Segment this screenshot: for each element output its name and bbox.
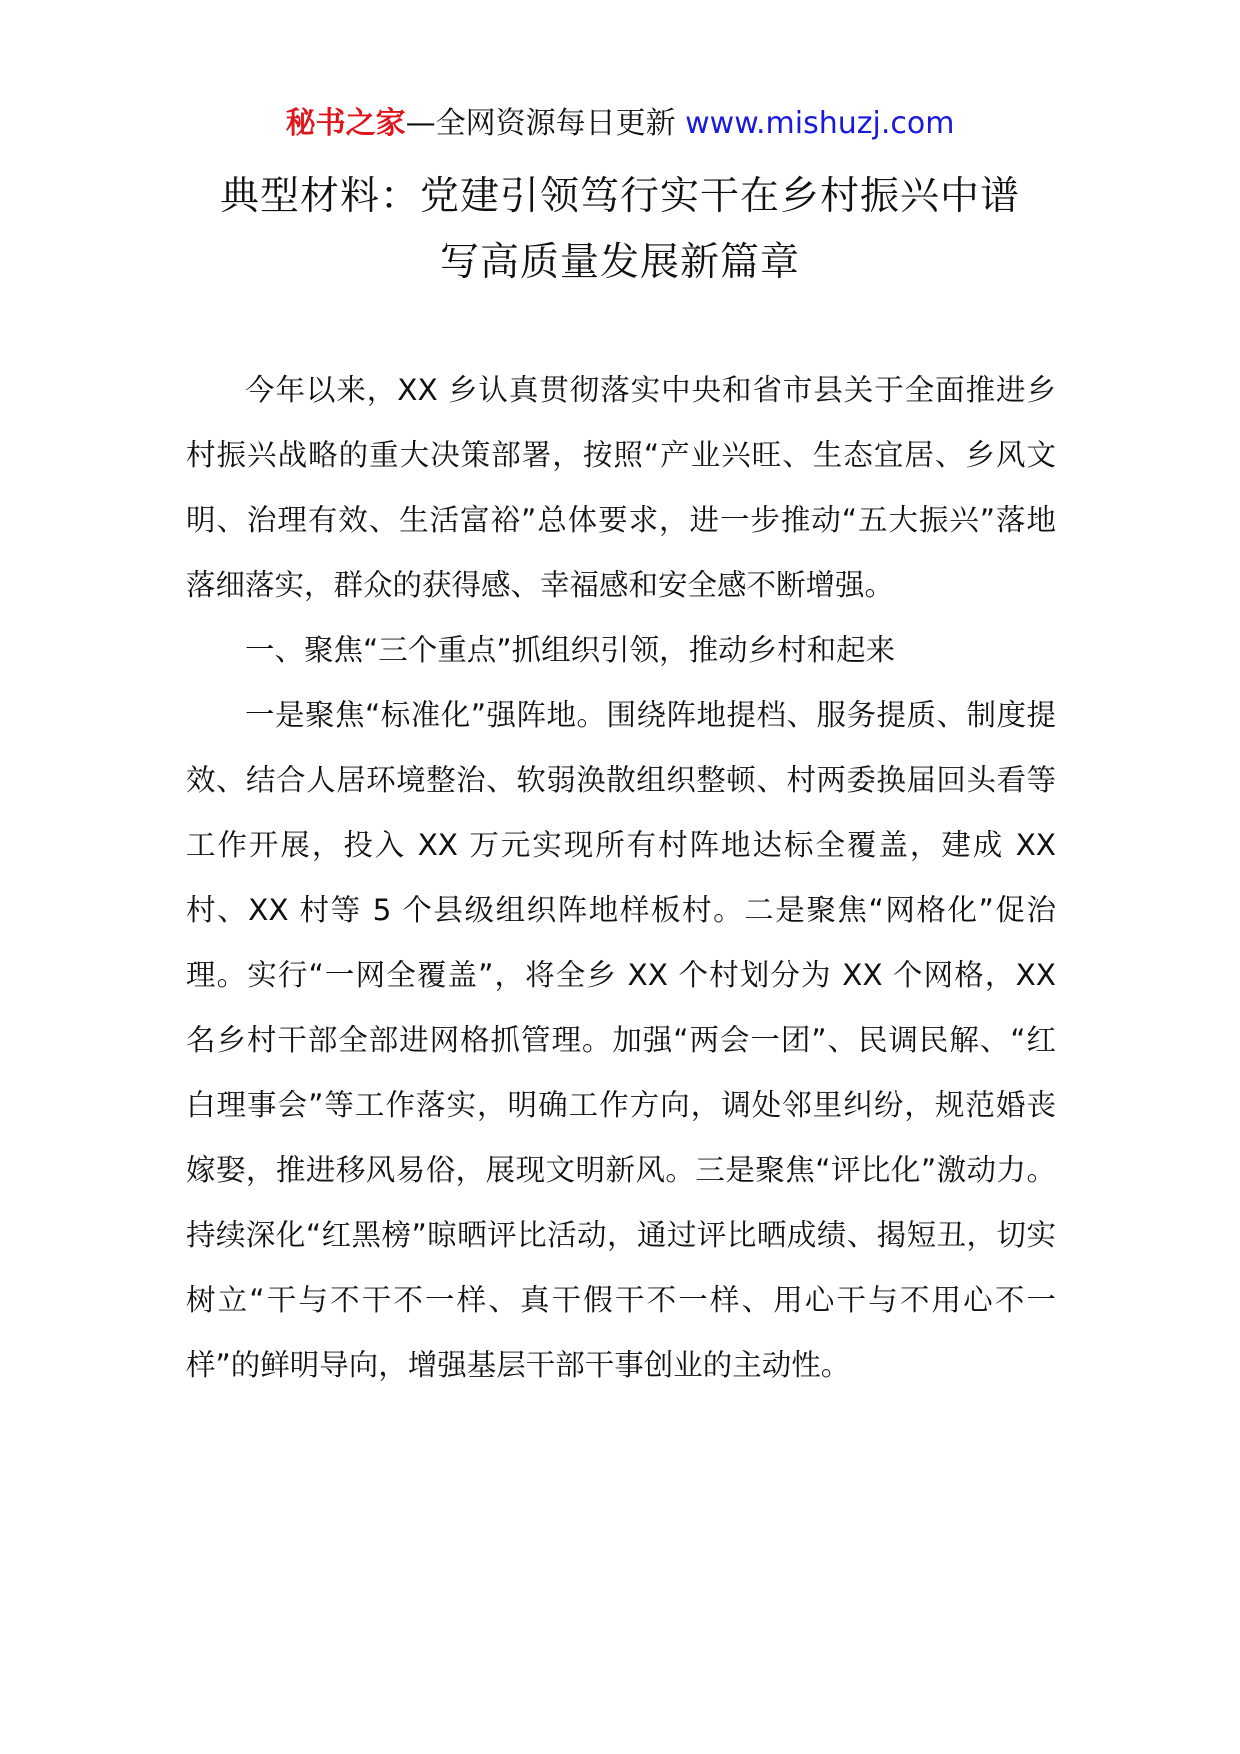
site-url-link[interactable]: www.mishuzj.com bbox=[685, 106, 955, 141]
section-paragraph: 一是聚焦“标准化”强阵地。围绕阵地提档、服务提质、制度提效、结合人居环境整治、软弱涣散组织整顿、村两委换届回头看等工作开展，投入 XX 万元实现所有村阵地达标全覆盖，建成 XX 村、XX 村等 5 个县级组织阵地样板村。二是聚焦“网格化”促治理。实行“一网全覆盖”，将全乡 XX 个村划分为 XX 个网格，XX 名乡村干部全部进网格抓管理。加强“两会一团”、民调民解、“红白理事会”等工作落实，明确工作方向，调处邻里纠纷，规范婚丧嫁娶，推进移风易俗，展现文明新风。三是聚焦“评比化”激动力。持续深化“红黑榜”晾晒评比活动，通过评比晒成绩、揭短丑，切实树立“干与不干不一样、真干假干不一样、用心干与不用心不一样”的鲜明导向，增强基层干部干事创业的主动性。 bbox=[186, 698, 1056, 1382]
intro-paragraph: 今年以来，XX 乡认真贯彻落实中央和省市县关于全面推进乡村振兴战略的重大决策部署，按照“产业兴旺、生态宜居、乡风文明、治理有效、生活富裕”总体要求，进一步推动“五大振兴”落地落细落实，群众的获得感、幸福感和安全感不断增强。 bbox=[186, 373, 1056, 602]
brand-name: 秘书之家 bbox=[285, 106, 406, 141]
site-tagline: —全网资源每日更新 bbox=[405, 106, 676, 141]
title-line-1: 典型材料：党建引领笃行实干在乡村振兴中谱 bbox=[219, 174, 1020, 219]
document-body bbox=[186, 358, 1056, 1398]
site-header bbox=[0, 102, 1240, 146]
section-heading: 一、聚焦“三个重点”抓组织引领，推动乡村和起来 bbox=[245, 633, 896, 667]
title-line-2: 写高质量发展新篇章 bbox=[439, 240, 800, 285]
document-title bbox=[150, 164, 1090, 296]
